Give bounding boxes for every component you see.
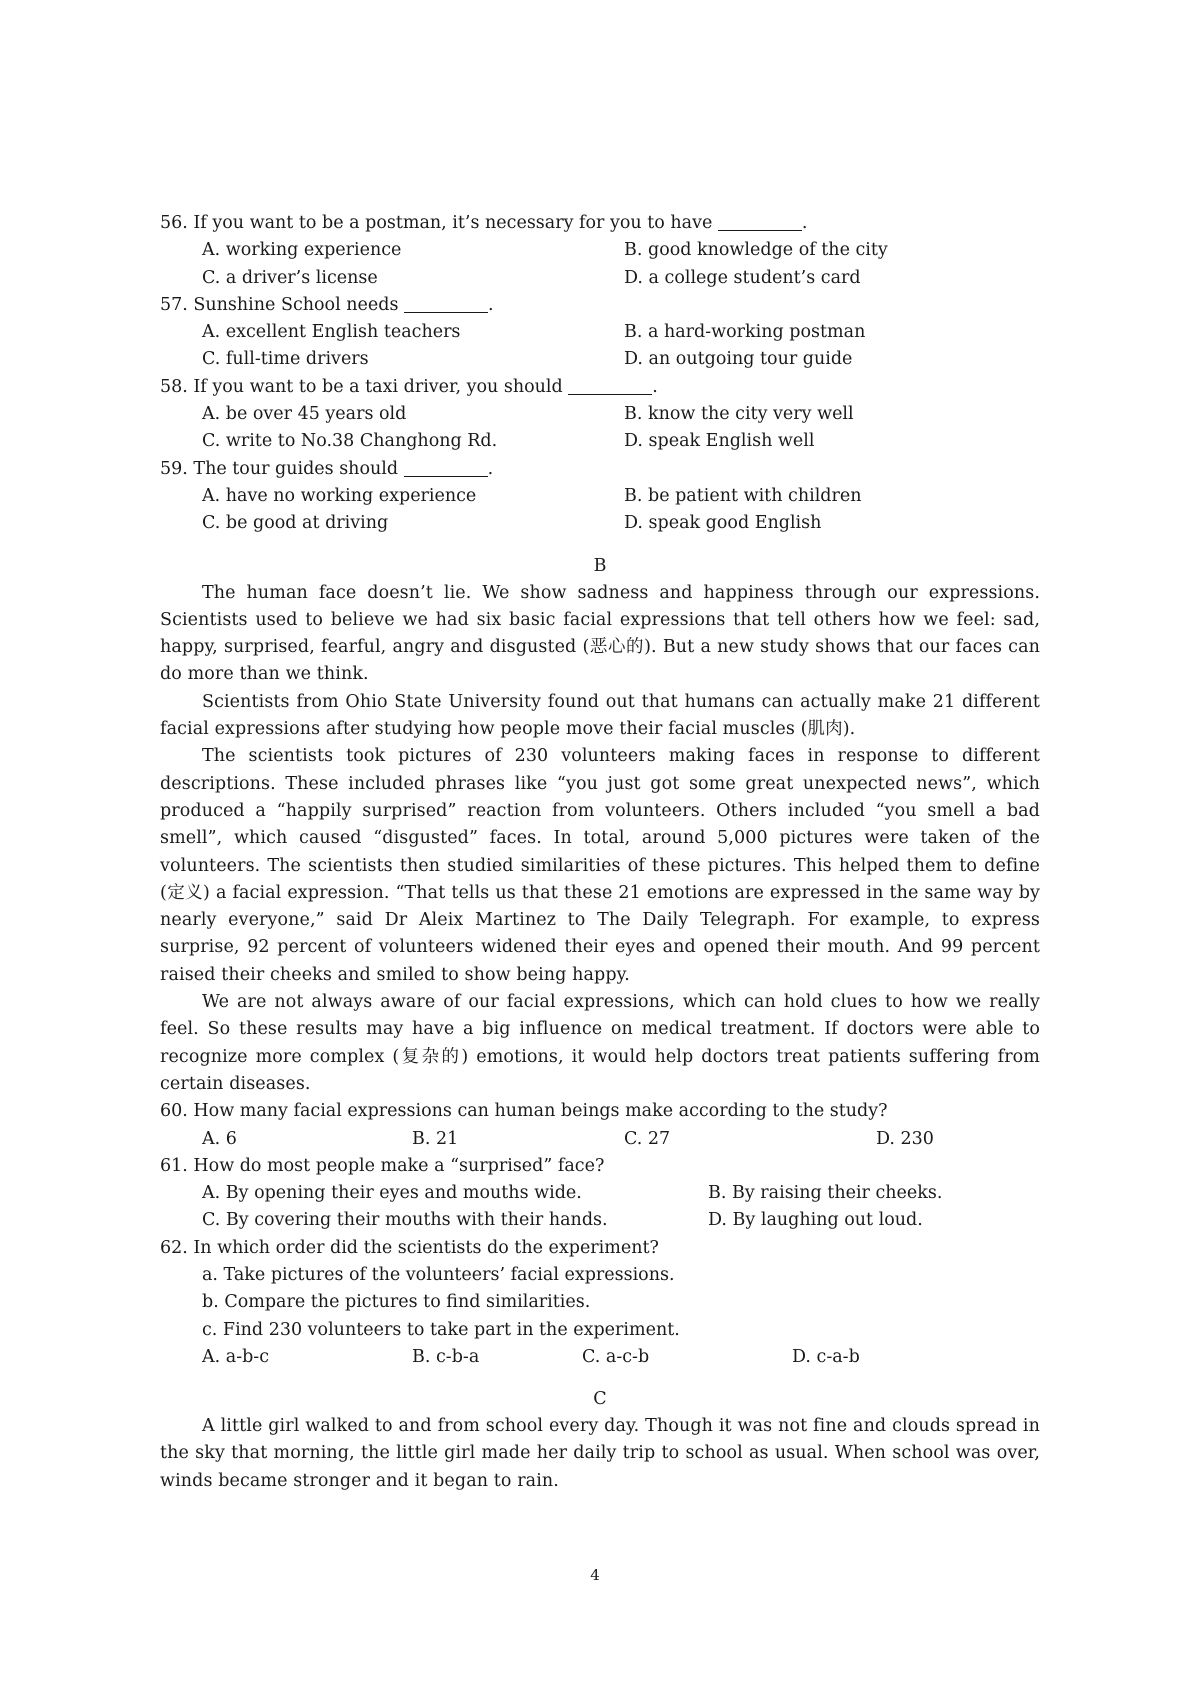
option-b[interactable]: B. a hard-working postman (624, 322, 866, 343)
option-b[interactable]: B. good knowledge of the city (624, 240, 888, 261)
option-c[interactable]: C. a driver’s license (202, 267, 378, 288)
question-62-stem: 62. In which order did the scientists do the experiment? (160, 1237, 659, 1258)
page-number: 4 (590, 1566, 600, 1584)
option-a[interactable]: A. excellent English teachers (202, 322, 461, 343)
question-punct: . (487, 458, 494, 479)
option-c[interactable]: C. write to No.38 Changhong Rd. (202, 431, 498, 452)
question-57-options-row1 (160, 319, 1040, 346)
question-61-stem: 61. How do most people make a “surprised” face? (160, 1155, 605, 1176)
question-text: 57. Sunshine School needs (160, 294, 404, 315)
question-56-options-row2 (160, 265, 1040, 292)
question-punct: . (487, 294, 494, 315)
option-d[interactable]: D. an outgoing tour guide (624, 349, 853, 370)
option-d[interactable]: D. c-a-b (792, 1346, 860, 1367)
option-d[interactable]: D. speak English well (624, 431, 815, 452)
question-56-options-row1 (160, 237, 1040, 264)
question-punct: . (801, 213, 808, 233)
answer-blank (404, 458, 488, 477)
option-b[interactable]: B. be patient with children (624, 485, 862, 506)
option-c[interactable]: C. 27 (624, 1128, 671, 1149)
option-b[interactable]: B. know the city very well (624, 404, 854, 425)
option-a[interactable]: A. a-b-c (202, 1346, 270, 1367)
option-c[interactable]: C. By covering their mouths with their hands. (202, 1210, 608, 1231)
option-d[interactable]: D. speak good English (624, 513, 822, 534)
question-56-stem (160, 210, 1040, 237)
option-c[interactable]: C. full-time drivers (202, 349, 369, 370)
question-59-options-row1 (160, 483, 1040, 510)
question-58-options-row2 (160, 428, 1040, 455)
option-a[interactable]: A. working experience (202, 240, 402, 261)
question-text: 58. If you want to be a taxi driver, you should (160, 376, 569, 397)
passage-c-paragraph-1: A little girl walked to and from school every day. Though it was not fine and clouds spread in the sky that morning, the little girl made her daily trip to school as usual. When school was over, winds became stronger and it began to rain. (160, 1416, 1040, 1491)
option-a[interactable]: A. have no working experience (202, 485, 477, 506)
question-62-options (160, 1344, 1040, 1371)
question-59-stem (160, 456, 1040, 483)
question-61-options-row1 (160, 1180, 1040, 1207)
option-c[interactable]: C. a-c-b (582, 1346, 650, 1367)
option-b[interactable]: B. 21 (412, 1128, 459, 1149)
section-heading-b: B (593, 555, 607, 576)
section-heading-c: C (593, 1389, 607, 1410)
step-c: c. Find 230 volunteers to take part in the experiment. (202, 1319, 680, 1340)
page-content (160, 210, 1040, 1495)
option-c[interactable]: C. be good at driving (202, 513, 389, 534)
passage-b-paragraph-2: Scientists from Ohio State University found out that humans can actually make 21 different facial expressions after studying how people move their facial muscles (肌肉). (160, 691, 1040, 740)
option-d[interactable]: D. 230 (876, 1128, 934, 1149)
passage-b-paragraph-3: The scientists took pictures of 230 volunteers making faces in response to different descriptions. These included phrases like “you just got some great unexpected news”, which produced a “happily surprised” reaction from volunteers. Others included “you smell a bad smell”, which caused “disgusted” faces. In total, around 5,000 pictures were taken of the volunteers. The scientists then studied similarities of these pictures. This helped them to define (定义) a facial expression. “That tells us that these 21 emotions are expressed in the same way by nearly everyone,” said Dr Aleix Martinez to The Daily Telegraph. For example, to express surprise, 92 percent of volunteers widened their eyes and opened their mouth. And 99 percent raised their cheeks and smiled to show being happy. (160, 746, 1040, 985)
step-a: a. Take pictures of the volunteers’ facial expressions. (202, 1264, 675, 1285)
question-58-stem (160, 374, 1040, 401)
question-60-stem: 60. How many facial expressions can human beings make according to the study? (160, 1101, 888, 1122)
question-60-options (160, 1126, 1040, 1153)
passage-b-paragraph-1: The human face doesn’t lie. We show sadness and happiness through our expressions. Scientists used to believe we had six basic facial expressions that tell others how we feel: sad, happy, surprised, fearful, angry and disgusted (恶心的). But a new study shows that our faces can do more than we think. (160, 582, 1040, 685)
question-57-stem (160, 292, 1040, 319)
option-b[interactable]: B. c-b-a (412, 1346, 480, 1367)
option-b[interactable]: B. By raising their cheeks. (708, 1183, 943, 1204)
question-punct: . (652, 376, 658, 397)
passage-b-paragraph-4: We are not always aware of our facial expressions, which can hold clues to how we really feel. So these results may have a big influence on medical treatment. If doctors were able to recognize more complex (复杂的) emotions, it would help doctors treat patients suffering from certain diseases. (160, 992, 1040, 1094)
answer-blank (718, 212, 802, 231)
question-57-options-row2 (160, 346, 1040, 373)
question-text: 56. If you want to be a postman, it’s necessary for you to have (160, 213, 718, 233)
answer-blank (404, 294, 488, 313)
question-58-options-row1 (160, 401, 1040, 428)
answer-blank (568, 376, 652, 395)
step-b: b. Compare the pictures to find similarities. (202, 1292, 591, 1313)
option-a[interactable]: A. be over 45 years old (202, 404, 407, 425)
option-d[interactable]: D. a college student’s card (624, 267, 861, 288)
option-a[interactable]: A. By opening their eyes and mouths wide. (202, 1183, 582, 1204)
question-59-options-row2 (160, 510, 1040, 537)
question-text: 59. The tour guides should (160, 458, 404, 479)
option-a[interactable]: A. 6 (202, 1128, 237, 1149)
question-61-options-row2 (160, 1207, 1040, 1234)
option-d[interactable]: D. By laughing out loud. (708, 1210, 923, 1231)
